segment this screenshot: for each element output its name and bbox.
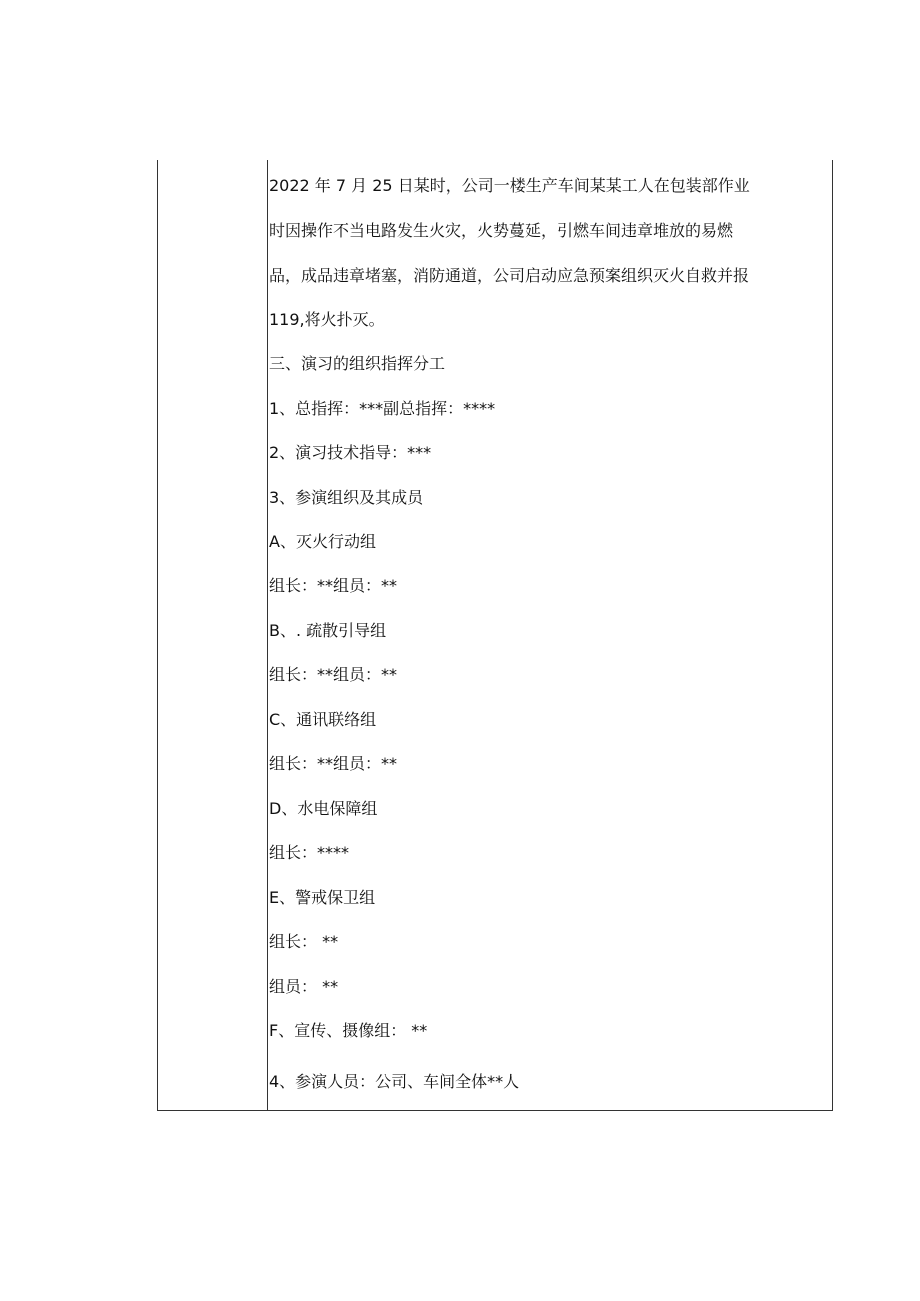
scenario-line-1: 2022 年 7 月 25 日某时，公司一楼生产车间某某工人在包装部作业 [269, 176, 750, 195]
group-communication-members: 组长：**组员：** [269, 754, 398, 773]
group-fire-fighting-members: 组长：**组员：** [269, 576, 398, 595]
group-security: E、警戒保卫组 [269, 888, 376, 907]
group-utilities-leader: 组长：**** [269, 843, 350, 862]
group-evacuation-members: 组长：**组员：** [269, 665, 398, 684]
group-publicity: F、宣传、摄像组： ** [269, 1021, 428, 1040]
scenario-line-4: 119,将火扑灭。 [269, 310, 385, 329]
item-commander: 1、总指挥：***副总指挥：**** [269, 399, 496, 418]
group-evacuation: B、. 疏散引导组 [269, 621, 387, 640]
table-border-right [832, 160, 833, 1111]
group-security-leader: 组长： ** [269, 932, 339, 951]
table-content-cell [268, 160, 832, 1110]
item-technical-guidance: 2、演习技术指导：*** [269, 443, 432, 462]
group-security-members: 组员： ** [269, 977, 339, 996]
item-participating-groups: 3、参演组织及其成员 [269, 488, 424, 507]
table-label-cell [158, 160, 267, 1110]
document-table [157, 160, 833, 1111]
table-border-bottom [157, 1110, 833, 1111]
group-utilities: D、水电保障组 [269, 799, 378, 818]
group-communication: C、通讯联络组 [269, 710, 377, 729]
group-fire-fighting: A、灭火行动组 [269, 532, 376, 551]
item-participants: 4、参演人员：公司、车间全体**人 [269, 1072, 520, 1091]
section-title: 三、演习的组织指挥分工 [269, 354, 446, 373]
scenario-line-2: 时因操作不当电路发生火灾，火势蔓延，引燃车间违章堆放的易燃 [269, 221, 734, 240]
scenario-line-3: 品，成品违章堵塞，消防通道，公司启动应急预案组织灭火自救并报 [269, 266, 750, 285]
